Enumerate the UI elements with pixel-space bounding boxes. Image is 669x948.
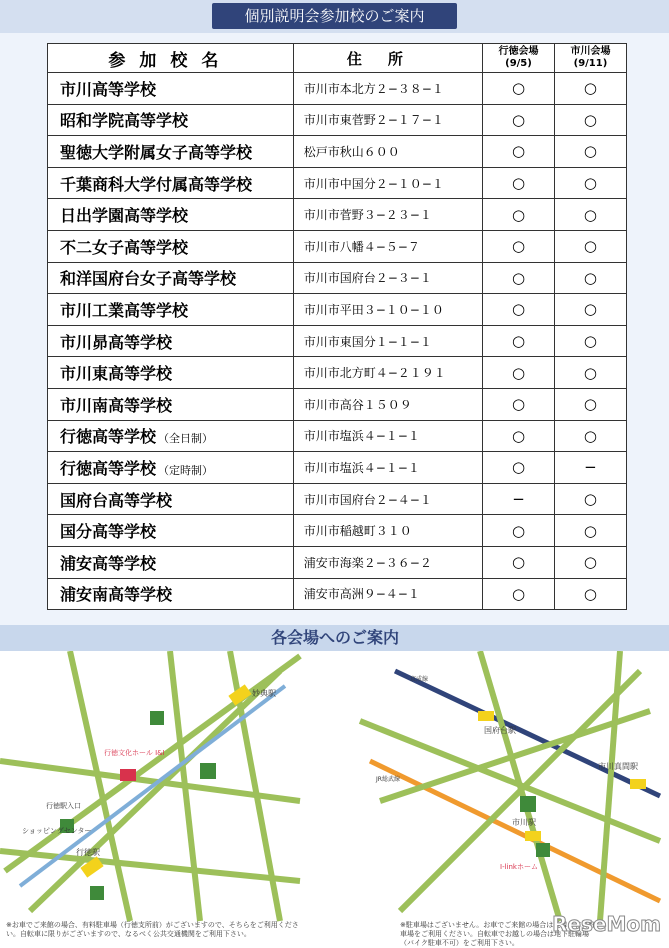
school-name-text: 行徳高等学校 (60, 427, 157, 447)
venue-gyotoku-mark: ○ (483, 230, 555, 262)
venue-ichikawa-mark: − (554, 452, 626, 484)
venue-gyotoku-mark: ○ (483, 578, 555, 610)
venue-ichikawa-mark: ○ (554, 388, 626, 420)
school-address: 市川市塩浜４−１−１ (293, 452, 482, 484)
school-name (48, 388, 294, 420)
venue-gyotoku-mark: ○ (483, 167, 555, 199)
maps-svg (0, 651, 669, 942)
venue-ichikawa-mark: ○ (554, 167, 626, 199)
venue-ichikawa-mark: ○ (554, 325, 626, 357)
map-left-place2: ショッピングセンター (22, 827, 92, 835)
school-name (48, 230, 294, 262)
school-address: 市川市国府台２−３−１ (293, 262, 482, 294)
school-name-text: 国分高等学校 (60, 522, 157, 542)
schools-table (47, 43, 627, 610)
school-address: 市川市稲越町３１０ (293, 515, 482, 547)
school-name (48, 578, 294, 610)
venue-ichikawa-mark: ○ (554, 73, 626, 105)
school-name (48, 483, 294, 515)
table-row (48, 262, 627, 294)
school-address: 市川市高谷１５０９ (293, 388, 482, 420)
venue-ichikawa-mark: ○ (554, 420, 626, 452)
school-name-text: 不二女子高等学校 (60, 237, 189, 257)
venue-ichikawa-mark: ○ (554, 104, 626, 136)
school-course: （定時制） (158, 463, 214, 477)
school-name-text: 行徳高等学校 (60, 458, 157, 478)
table-row (48, 357, 627, 389)
venue-ichikawa-mark: ○ (554, 199, 626, 231)
venue-gyotoku-mark: ○ (483, 262, 555, 294)
venue-ichikawa-mark: ○ (554, 294, 626, 326)
venue-gyotoku-mark: ○ (483, 420, 555, 452)
school-address: 浦安市高洲９−４−１ (293, 578, 482, 610)
table-row (48, 199, 627, 231)
venue-ichikawa-mark: ○ (554, 483, 626, 515)
school-name-text: 国府台高等学校 (60, 490, 173, 510)
school-name (48, 452, 294, 484)
school-address: 市川市東国分１−１−１ (293, 325, 482, 357)
map-left-station1: 妙典駅 (252, 689, 276, 698)
venue-gyotoku-mark: ○ (483, 73, 555, 105)
map-left-place1: 行徳駅入口 (46, 802, 81, 810)
venue-ichikawa-mark: ○ (554, 515, 626, 547)
school-address: 市川市菅野３−２３−１ (293, 199, 482, 231)
map-left-note: ※お車でご来館の場合、有料駐車場（行徳支所前）がございますので、そちらをご利用ください。自転車に限りがございますので、なるべく公共交通機関をご利用下さい。 (6, 921, 299, 938)
school-name-text: 市川南高等学校 (60, 395, 173, 415)
school-address: 市川市本北方２−３８−１ (293, 73, 482, 105)
venue-ichikawa-mark: ○ (554, 578, 626, 610)
school-name-text: 浦安高等学校 (60, 553, 157, 573)
venue-ichikawa-mark: ○ (554, 357, 626, 389)
map-left-venue: 行徳文化ホール I&I (104, 749, 165, 757)
school-name (48, 325, 294, 357)
maps-area (0, 651, 669, 947)
school-address: 市川市北方町４−２１９１ (293, 357, 482, 389)
school-name (48, 515, 294, 547)
venue-gyotoku-mark: ○ (483, 136, 555, 168)
school-name-text: 市川工業高等学校 (60, 300, 189, 320)
header-venue-gyotoku (483, 44, 555, 73)
map-right-station2: 市川真間駅 (598, 762, 638, 771)
venue-gyotoku-mark: − (483, 483, 555, 515)
venue-ichikawa-mark: ○ (554, 262, 626, 294)
table-row (48, 420, 627, 452)
venue-gyotoku-date: (9/5) (505, 58, 532, 69)
school-name (48, 73, 294, 105)
school-name-text: 浦安南高等学校 (60, 585, 173, 605)
venue-ichikawa-date: (9/11) (573, 58, 608, 69)
school-name-text: 和洋国府台女子高等学校 (60, 269, 237, 289)
table-header-row (48, 44, 627, 73)
venue-gyotoku-mark: ○ (483, 388, 555, 420)
venue-gyotoku-mark: ○ (483, 294, 555, 326)
school-name (48, 294, 294, 326)
venue-ichikawa-label: 市川会場 (570, 46, 611, 57)
table-row (48, 325, 627, 357)
school-name (48, 262, 294, 294)
school-address: 市川市東菅野２−１７−１ (293, 104, 482, 136)
school-course: （全日制） (158, 432, 214, 446)
school-name (48, 136, 294, 168)
school-name (48, 357, 294, 389)
table-row (48, 167, 627, 199)
school-name-text: 市川東高等学校 (60, 364, 173, 384)
table-row (48, 578, 627, 610)
school-name (48, 199, 294, 231)
venue-gyotoku-mark: ○ (483, 199, 555, 231)
school-name-text: 市川昴高等学校 (60, 332, 173, 352)
school-name-text: 日出学園高等学校 (60, 206, 189, 226)
venue-ichikawa-mark: ○ (554, 136, 626, 168)
map-right-note: ※駐車場はございません。お車でご来館の場合は近隣の有料駐車場をご利用ください。自転車でお越しの場合は地下駐輪場（バイク駐車不可）をご利用下さい。 (400, 921, 596, 947)
map-right-place1: 京成線 (410, 676, 429, 683)
school-address: 市川市中国分２−１０−１ (293, 167, 482, 199)
school-name-text: 千葉商科大学付属高等学校 (60, 174, 253, 194)
table-row (48, 73, 627, 105)
school-name-text: 市川高等学校 (60, 79, 157, 99)
maps-title-band (0, 625, 669, 651)
brand-logo: ReseMom (552, 912, 661, 936)
map-left-station2: 行徳駅 (76, 848, 100, 857)
school-name-text: 昭和学院高等学校 (60, 111, 189, 131)
school-address: 松戸市秋山６００ (293, 136, 482, 168)
map-ichikawa (352, 651, 669, 921)
map-right-place2: JR総武線 (376, 776, 400, 783)
venue-gyotoku-mark: ○ (483, 104, 555, 136)
table-row (48, 546, 627, 578)
school-name (48, 104, 294, 136)
venue-ichikawa-mark: ○ (554, 546, 626, 578)
school-name (48, 546, 294, 578)
venue-gyotoku-mark: ○ (483, 515, 555, 547)
school-address: 市川市塩浜４−１−１ (293, 420, 482, 452)
table-row (48, 483, 627, 515)
table-row (48, 104, 627, 136)
venue-gyotoku-mark: ○ (483, 546, 555, 578)
school-name (48, 420, 294, 452)
school-name-text: 聖徳大学附属女子高等学校 (60, 142, 253, 162)
table-row (48, 388, 627, 420)
school-address: 市川市平田３−１０−１０ (293, 294, 482, 326)
page-title: 個別説明会参加校のご案内 (212, 3, 457, 29)
table-row (48, 515, 627, 547)
table-row (48, 136, 627, 168)
school-address: 市川市国府台２−４−１ (293, 483, 482, 515)
map-right-station3: 市川駅 (512, 818, 536, 827)
header-venue-ichikawa (554, 44, 626, 73)
venue-ichikawa-mark: ○ (554, 230, 626, 262)
header-band (0, 0, 669, 33)
school-address: 市川市八幡４−５−７ (293, 230, 482, 262)
venue-gyotoku-mark: ○ (483, 452, 555, 484)
venue-gyotoku-mark: ○ (483, 357, 555, 389)
school-name (48, 167, 294, 199)
table-row (48, 294, 627, 326)
map-right-venue: I-linkホーム (500, 863, 538, 871)
table-row (48, 452, 627, 484)
map-right-station1: 国府台駅 (484, 726, 516, 735)
header-address: 住所 (293, 44, 482, 73)
header-school-name: 参加校名 (48, 44, 294, 73)
venue-gyotoku-mark: ○ (483, 325, 555, 357)
venue-gyotoku-label: 行徳会場 (498, 46, 539, 57)
table-row (48, 230, 627, 262)
school-address: 浦安市海楽２−３６−２ (293, 546, 482, 578)
maps-title: 各会場へのご案内 (270, 628, 399, 647)
